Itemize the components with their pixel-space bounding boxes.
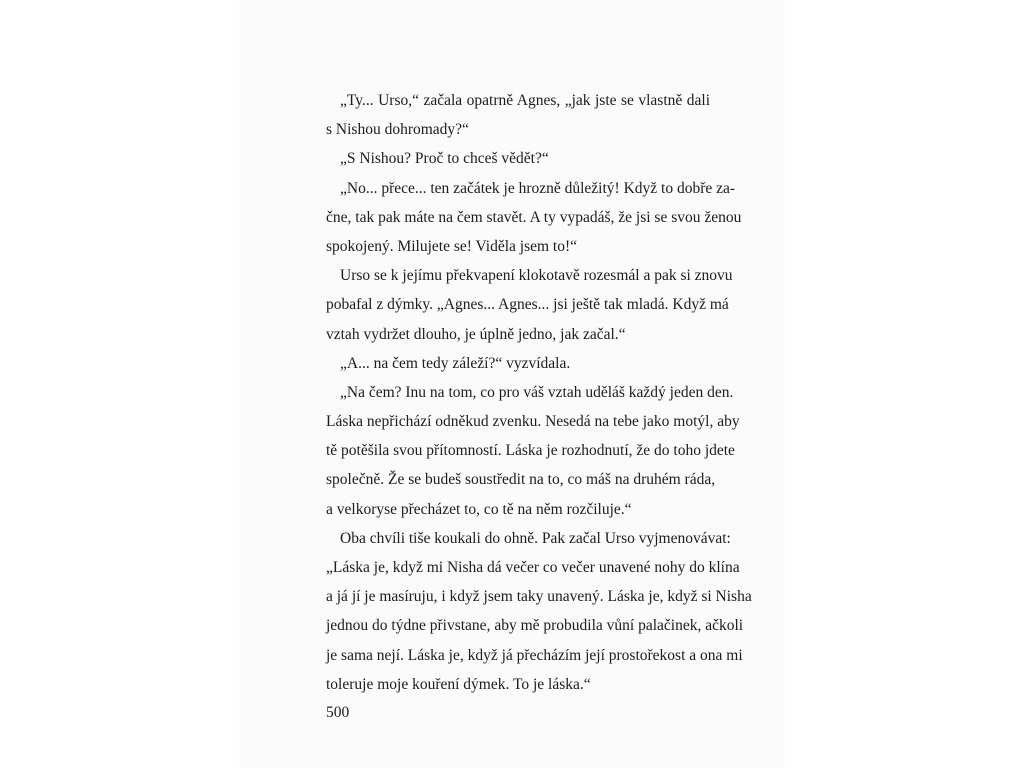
text-line: pobafal z dýmky. „Agnes... Agnes... jsi ještě tak mladá. Když má — [326, 296, 729, 314]
text-line: vztah vydržet dlouho, je úplně jedno, jak začal.“ — [326, 325, 626, 343]
text-line: spokojený. Milujete se! Viděla jsem to!“ — [326, 237, 578, 255]
text-line: tě potěšila svou přítomností. Láska je rozhodnutí, že do toho jdete — [326, 442, 735, 460]
text-line: „Na čem? Inu na tom, co pro váš vztah uděláš každý jeden den. — [340, 383, 734, 401]
text-line: „Ty... Urso,“ začala opatrně Agnes, „jak jste se vlastně dali — [340, 92, 710, 109]
text-line: Urso se k jejímu překvapení klokotavě rozesmál a pak si znovu — [340, 267, 733, 285]
text-line: jednou do týdne přivstane, aby mě probudila vůní palačinek, ačkoli — [326, 617, 744, 635]
text-line: s Nishou dohromady?“ — [326, 121, 469, 139]
text-line: společně. Že se budeš soustředit na to, co máš na druhém ráda, — [326, 471, 716, 489]
text-line: Oba chvíli tiše koukali do ohně. Pak začal Urso vyjmenovávat: — [340, 529, 731, 547]
text-line: „S Nishou? Proč to chceš vědět?“ — [340, 150, 549, 168]
text-line: a já jí je masíruju, i když jsem taky unavený. Láska je, když si Nisha — [326, 588, 752, 606]
text-line: Láska nepřichází odněkud zvenku. Nesedá na tebe jako motýl, aby — [326, 413, 740, 431]
text-line: „A... na čem tedy záleží?“ vyzvídala. — [340, 354, 571, 372]
text-line: „Láska je, když mi Nisha dá večer co večer unavené nohy do klína — [326, 559, 740, 576]
text-line: čne, tak pak máte na čem stavět. A ty vypadáš, že jsi se svou ženou — [326, 208, 742, 226]
text-line: je sama nejí. Láska je, když já přecházím její prostořekost a ona mi — [326, 646, 743, 664]
text-line: toleruje moje kouření dýmek. To je láska.“ — [326, 675, 591, 693]
page-number: 500 — [326, 704, 350, 721]
body-text — [326, 86, 752, 699]
text-line: a velkoryse přecházet to, co tě na něm rozčiluje.“ — [326, 500, 632, 518]
text-line: „No... přece... ten začátek je hrozně důležitý! Když to dobře za- — [340, 179, 736, 197]
